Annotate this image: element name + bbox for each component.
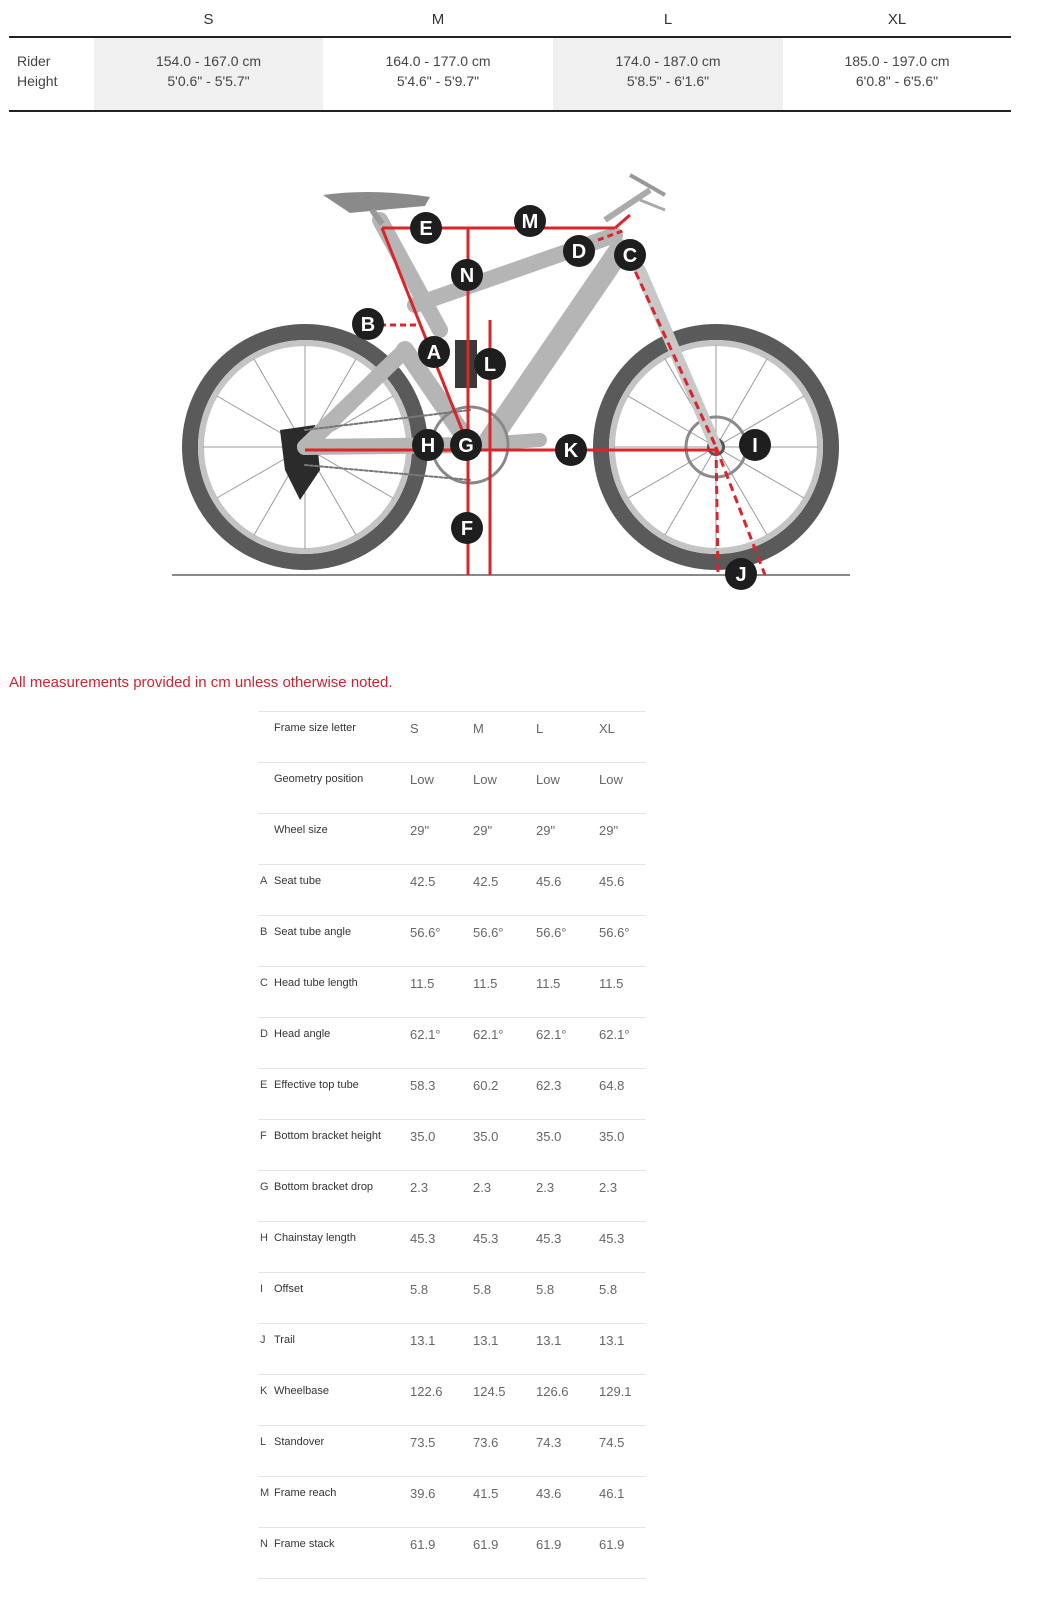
badge-l bbox=[474, 348, 506, 380]
geometry-letter: G bbox=[260, 1181, 269, 1194]
geometry-value: 29" bbox=[410, 822, 430, 838]
geometry-value: 5.8 bbox=[410, 1281, 429, 1297]
geometry-name: Geometry position bbox=[274, 773, 364, 786]
geometry-name: Chainstay length bbox=[274, 1232, 356, 1245]
svg-text:M: M bbox=[521, 211, 539, 233]
geometry-value: 11.5 bbox=[410, 975, 435, 991]
table-row bbox=[258, 763, 646, 814]
geometry-value: 46.1 bbox=[599, 1485, 625, 1501]
geometry-value: 13.1 bbox=[473, 1332, 499, 1348]
rider-height-s bbox=[94, 38, 323, 110]
table-row bbox=[258, 1120, 646, 1171]
svg-text:N: N bbox=[459, 265, 475, 287]
geometry-value: 56.6° bbox=[473, 924, 504, 940]
geometry-value: 61.9 bbox=[473, 1536, 499, 1552]
geometry-name: Frame stack bbox=[274, 1538, 335, 1551]
geometry-value: 56.6° bbox=[410, 924, 441, 940]
rider-height-ft: 6'0.8" - 6'5.6" bbox=[855, 73, 939, 89]
badge-n bbox=[451, 259, 483, 291]
svg-text:J: J bbox=[735, 564, 747, 586]
geometry-value: 45.3 bbox=[599, 1230, 625, 1246]
table-row bbox=[258, 712, 646, 763]
table-row bbox=[258, 1069, 646, 1120]
size-chart-header bbox=[9, 0, 1011, 38]
badge-i bbox=[739, 429, 771, 461]
badge-d bbox=[563, 235, 595, 267]
size-header-l: L bbox=[663, 11, 673, 28]
geometry-value: 61.9 bbox=[599, 1536, 625, 1552]
geometry-value: XL bbox=[599, 720, 615, 736]
svg-text:G: G bbox=[458, 435, 474, 457]
geometry-value: 41.5 bbox=[473, 1485, 499, 1501]
geometry-value: 45.3 bbox=[473, 1230, 499, 1246]
geometry-value: 45.3 bbox=[410, 1230, 436, 1246]
badge-a bbox=[418, 336, 450, 368]
size-chart bbox=[9, 0, 1011, 112]
svg-text:I: I bbox=[752, 435, 758, 457]
geometry-value: 2.3 bbox=[536, 1179, 555, 1195]
table-row bbox=[258, 1273, 646, 1324]
geometry-value: 45.3 bbox=[536, 1230, 562, 1246]
geometry-value: 45.6 bbox=[536, 873, 562, 889]
geometry-value: 11.5 bbox=[536, 975, 561, 991]
table-row bbox=[258, 1222, 646, 1273]
geometry-value: 56.6° bbox=[599, 924, 630, 940]
rear-shock bbox=[455, 340, 477, 388]
rider-height-xl bbox=[783, 38, 1011, 110]
geometry-value: 74.3 bbox=[536, 1434, 562, 1450]
geometry-name: Effective top tube bbox=[274, 1079, 359, 1092]
geometry-value: 45.6 bbox=[599, 873, 625, 889]
geometry-name: Offset bbox=[274, 1283, 304, 1296]
geometry-name: Seat tube bbox=[274, 875, 322, 888]
geometry-value: 62.1° bbox=[536, 1026, 567, 1042]
geometry-value: 129.1 bbox=[599, 1383, 632, 1399]
geometry-value: Low bbox=[410, 771, 434, 787]
table-row bbox=[258, 1018, 646, 1069]
geometry-value: 58.3 bbox=[410, 1077, 436, 1093]
badge-c bbox=[614, 239, 646, 271]
geometry-value: 56.6° bbox=[536, 924, 567, 940]
rider-height-label-line2: Height bbox=[17, 73, 58, 89]
geometry-value: 2.3 bbox=[599, 1179, 618, 1195]
geometry-value: 35.0 bbox=[599, 1128, 625, 1144]
geometry-value: 29" bbox=[599, 822, 619, 838]
rider-height-cm: 154.0 - 167.0 cm bbox=[155, 53, 262, 69]
geometry-value: 64.8 bbox=[599, 1077, 625, 1093]
geometry-letter: N bbox=[260, 1538, 268, 1551]
geometry-letter: E bbox=[260, 1079, 268, 1092]
geometry-name: Frame reach bbox=[274, 1487, 337, 1500]
table-row bbox=[258, 916, 646, 967]
geometry-value: 42.5 bbox=[410, 873, 436, 889]
geometry-letter: B bbox=[260, 926, 268, 939]
rider-height-ft: 5'8.5" - 6'1.6" bbox=[626, 73, 710, 89]
geometry-letter: M bbox=[260, 1487, 270, 1500]
geometry-value: M bbox=[473, 720, 484, 736]
table-row bbox=[258, 1477, 646, 1528]
geometry-value: 43.6 bbox=[536, 1485, 562, 1501]
geometry-value: Low bbox=[473, 771, 497, 787]
bike-geometry-diagram bbox=[165, 155, 865, 605]
size-header-s: S bbox=[203, 11, 214, 28]
geometry-name: Frame size letter bbox=[274, 722, 356, 735]
badge-h bbox=[412, 429, 444, 461]
svg-text:F: F bbox=[460, 518, 474, 540]
table-row bbox=[258, 1375, 646, 1426]
geometry-value: 11.5 bbox=[473, 975, 498, 991]
geometry-letter: J bbox=[260, 1334, 266, 1347]
svg-text:A: A bbox=[426, 342, 442, 364]
measurement-note: All measurements provided in cm unless otherwise noted. bbox=[9, 674, 393, 691]
geometry-name: Head angle bbox=[274, 1028, 331, 1041]
geometry-value: 126.6 bbox=[536, 1383, 569, 1399]
badge-b bbox=[352, 308, 384, 340]
geometry-letter: F bbox=[260, 1130, 267, 1143]
geometry-value: 13.1 bbox=[410, 1332, 436, 1348]
table-row bbox=[258, 1426, 646, 1477]
geometry-value: 39.6 bbox=[410, 1485, 436, 1501]
geometry-name: Wheelbase bbox=[274, 1385, 330, 1398]
geometry-name: Trail bbox=[274, 1334, 295, 1347]
badge-f bbox=[451, 512, 483, 544]
geometry-name: Head tube length bbox=[274, 977, 358, 990]
rider-height-l bbox=[553, 38, 783, 110]
geometry-value: Low bbox=[536, 771, 560, 787]
badge-k bbox=[555, 434, 587, 466]
rider-height-row bbox=[9, 38, 1011, 112]
table-row bbox=[258, 967, 646, 1018]
geometry-value: 35.0 bbox=[473, 1128, 499, 1144]
table-row bbox=[258, 1171, 646, 1222]
geometry-value: Low bbox=[599, 771, 623, 787]
geometry-value: 11.5 bbox=[599, 975, 624, 991]
geometry-table bbox=[258, 711, 646, 1579]
geometry-value: 5.8 bbox=[473, 1281, 492, 1297]
svg-text:C: C bbox=[622, 245, 638, 267]
geometry-value: 124.5 bbox=[473, 1383, 506, 1399]
geometry-name: Seat tube angle bbox=[274, 926, 352, 939]
badge-m bbox=[514, 205, 546, 237]
geometry-value: 13.1 bbox=[599, 1332, 625, 1348]
geometry-value: 60.2 bbox=[473, 1077, 499, 1093]
size-header-m: M bbox=[431, 11, 445, 28]
rider-height-ft: 5'4.6" - 5'9.7" bbox=[396, 73, 480, 89]
geometry-value: 62.1° bbox=[410, 1026, 441, 1042]
geometry-value: 61.9 bbox=[536, 1536, 562, 1552]
geometry-value: 61.9 bbox=[410, 1536, 436, 1552]
geometry-value: 62.3 bbox=[536, 1077, 562, 1093]
geometry-value: 73.5 bbox=[410, 1434, 436, 1450]
badge-j bbox=[725, 558, 757, 590]
geometry-value: L bbox=[536, 720, 544, 736]
svg-text:B: B bbox=[360, 314, 376, 336]
rider-height-cm: 164.0 - 177.0 cm bbox=[385, 53, 491, 69]
geometry-value: 122.6 bbox=[410, 1383, 443, 1399]
badge-g bbox=[450, 429, 482, 461]
geometry-value: S bbox=[410, 720, 419, 736]
svg-text:H: H bbox=[420, 435, 436, 457]
rider-height-cm: 185.0 - 197.0 cm bbox=[844, 53, 950, 69]
geometry-value: 5.8 bbox=[599, 1281, 618, 1297]
geometry-letter: H bbox=[260, 1232, 268, 1245]
geometry-value: 73.6 bbox=[473, 1434, 499, 1450]
rider-height-cm: 174.0 - 187.0 cm bbox=[615, 53, 721, 69]
geometry-letter: I bbox=[260, 1283, 264, 1296]
size-header-spacer bbox=[9, 0, 94, 40]
geometry-name: Bottom bracket drop bbox=[274, 1181, 374, 1194]
table-row bbox=[258, 814, 646, 865]
geometry-name: Standover bbox=[274, 1436, 325, 1449]
table-row bbox=[258, 1528, 646, 1579]
geometry-value: 13.1 bbox=[536, 1332, 562, 1348]
geometry-value: 5.8 bbox=[536, 1281, 555, 1297]
geometry-letter: A bbox=[260, 875, 268, 888]
rider-height-m bbox=[323, 38, 553, 110]
geometry-value: 2.3 bbox=[473, 1179, 492, 1195]
geometry-value: 42.5 bbox=[473, 873, 499, 889]
geometry-name: Bottom bracket height bbox=[274, 1130, 382, 1143]
geometry-value: 29" bbox=[536, 822, 556, 838]
size-header-xl: XL bbox=[887, 11, 907, 28]
geometry-value: 29" bbox=[473, 822, 493, 838]
svg-text:K: K bbox=[563, 440, 579, 462]
geometry-letter: L bbox=[260, 1436, 267, 1449]
geometry-name: Wheel size bbox=[274, 824, 328, 837]
geometry-value: 74.5 bbox=[599, 1434, 625, 1450]
geometry-letter: D bbox=[260, 1028, 268, 1041]
geometry-value: 62.1° bbox=[599, 1026, 630, 1042]
svg-text:L: L bbox=[483, 354, 497, 376]
svg-text:D: D bbox=[571, 241, 587, 263]
rider-height-label bbox=[9, 38, 94, 110]
geometry-value: 2.3 bbox=[410, 1179, 429, 1195]
geometry-letter: C bbox=[260, 977, 268, 990]
geometry-value: 35.0 bbox=[410, 1128, 436, 1144]
badge-e bbox=[410, 212, 442, 244]
rider-height-label-line1: Rider bbox=[17, 53, 51, 69]
table-row bbox=[258, 1324, 646, 1375]
geometry-letter: K bbox=[260, 1385, 268, 1398]
cockpit bbox=[323, 175, 665, 224]
saddle bbox=[323, 192, 430, 213]
table-row bbox=[258, 865, 646, 916]
bike-illustration bbox=[165, 155, 865, 605]
svg-text:E: E bbox=[419, 218, 433, 240]
rider-height-ft: 5'0.6" - 5'5.7" bbox=[167, 73, 250, 89]
geometry-value: 62.1° bbox=[473, 1026, 504, 1042]
geometry-value: 35.0 bbox=[536, 1128, 562, 1144]
